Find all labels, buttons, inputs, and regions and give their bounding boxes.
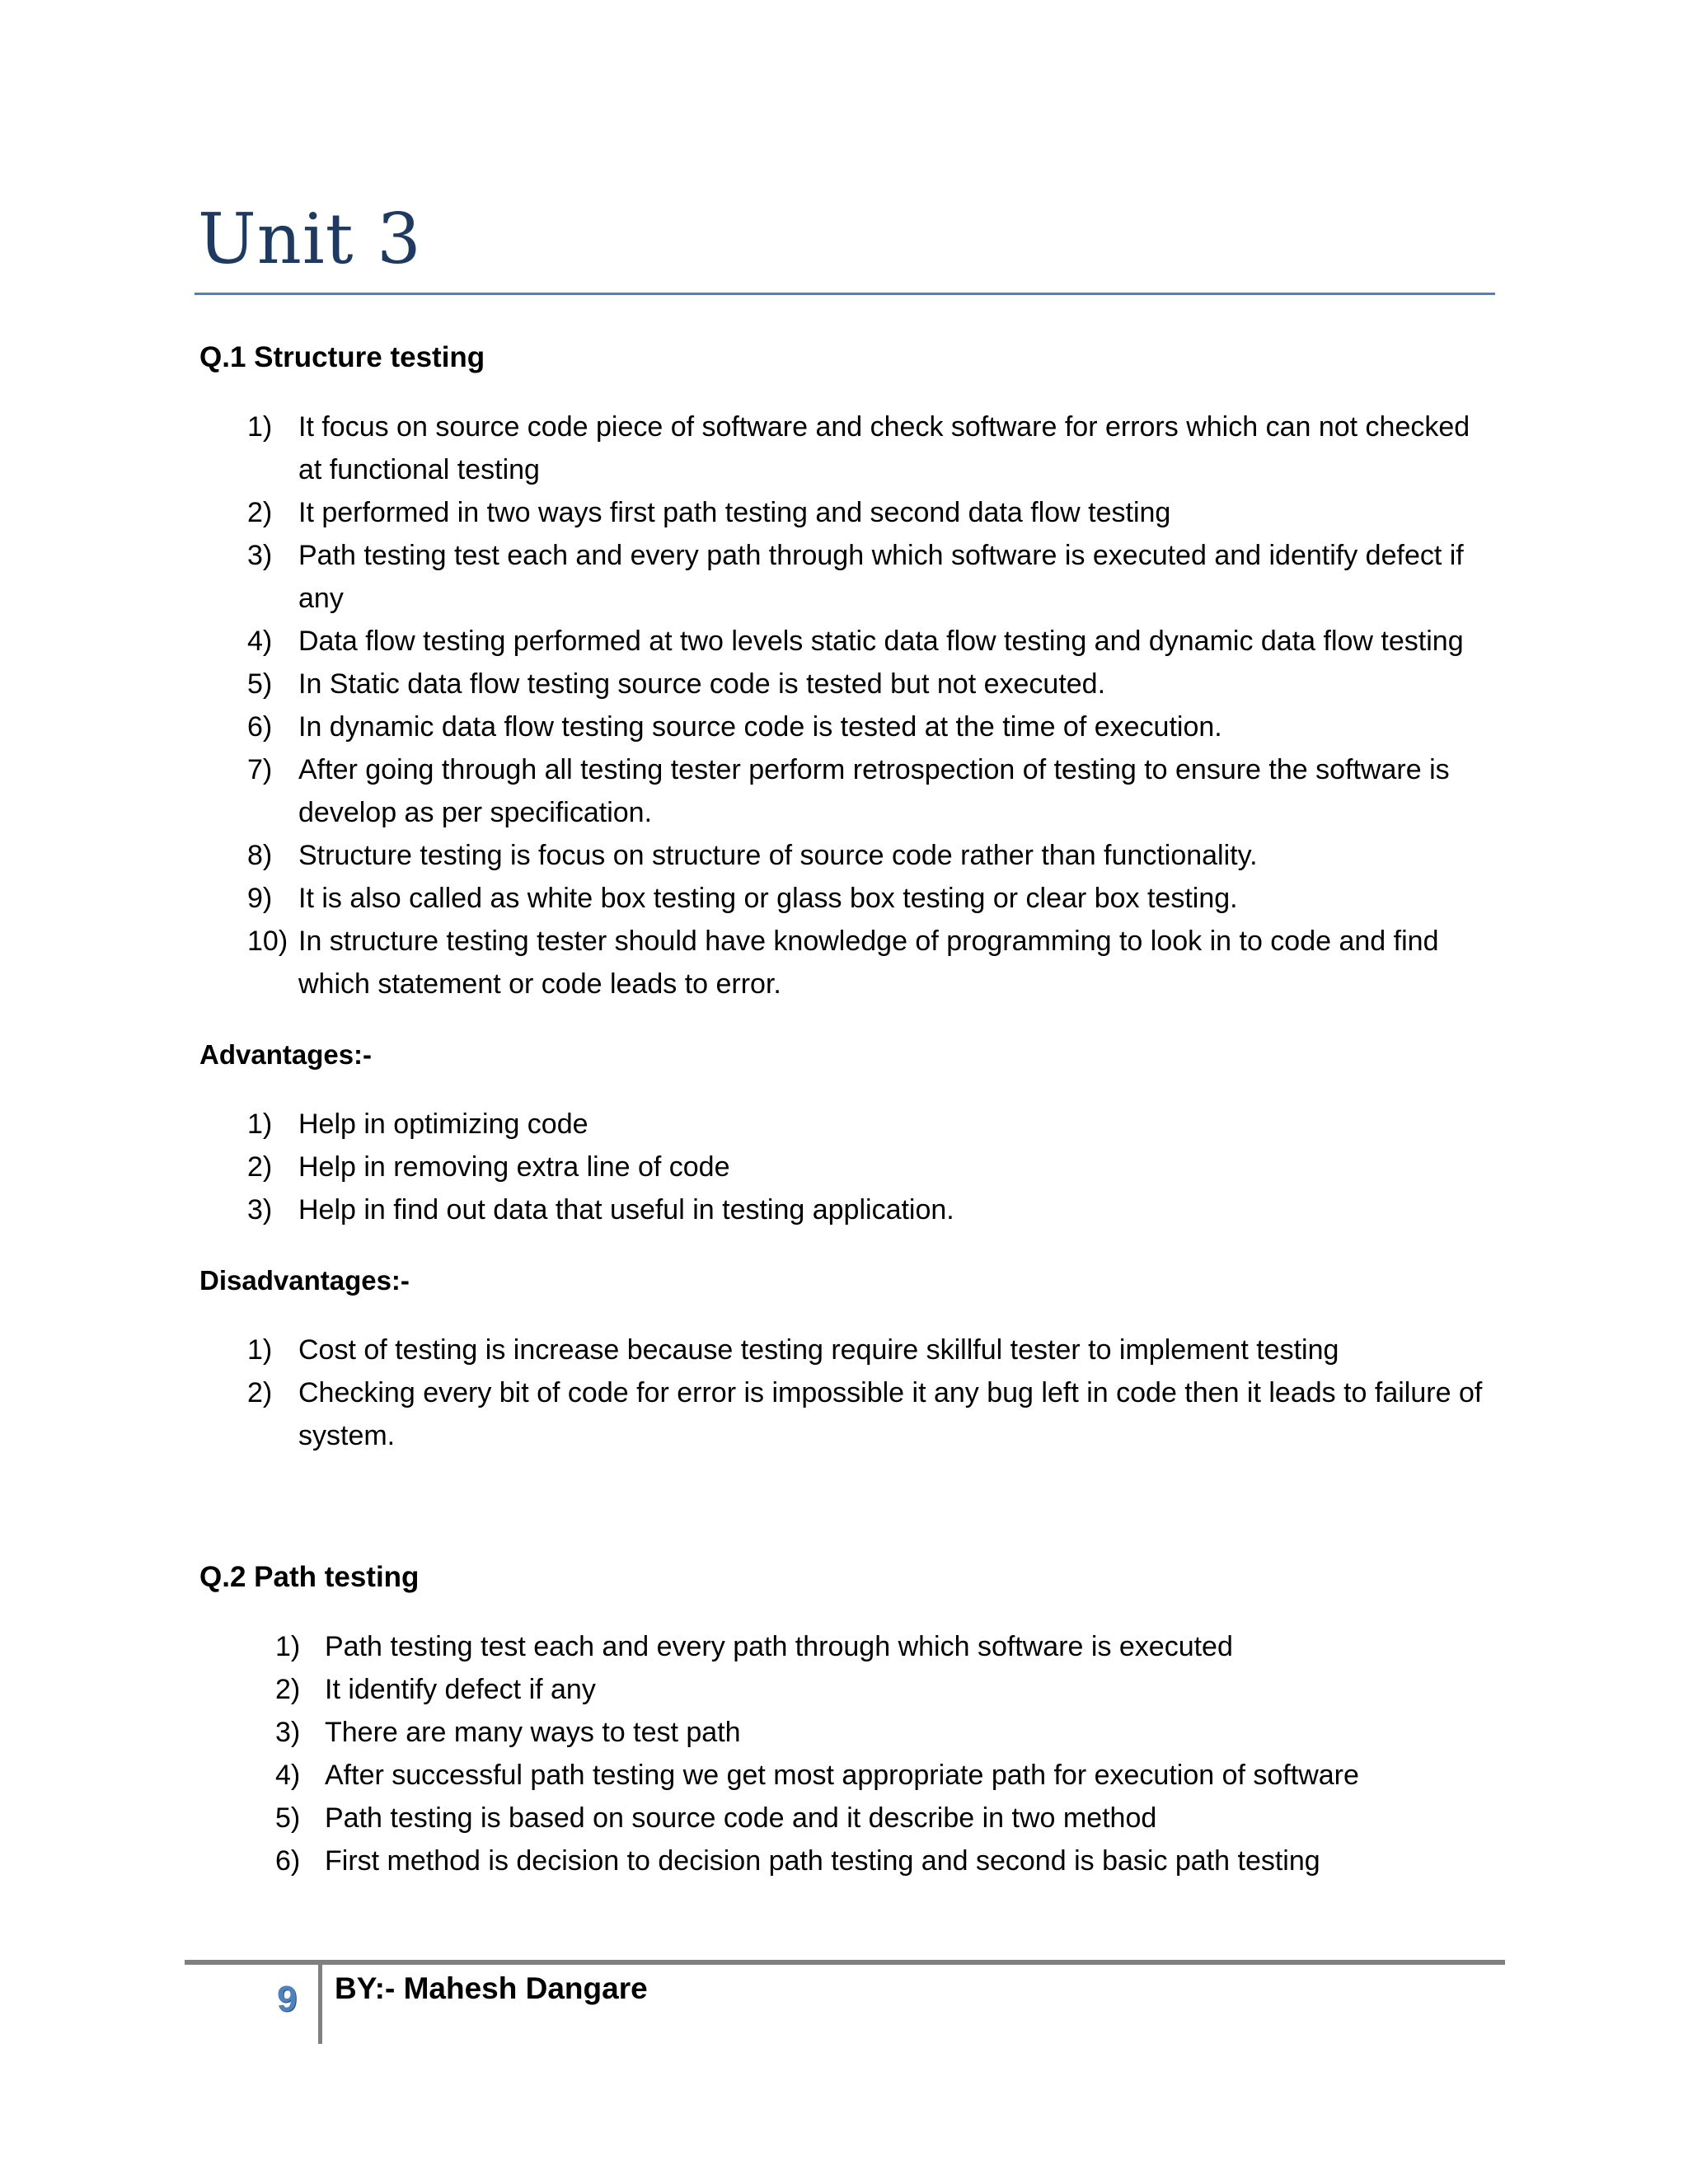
list-item <box>199 491 1502 534</box>
list-item <box>199 1103 1502 1146</box>
list-item-number: 5) <box>247 668 273 700</box>
list-item <box>199 1371 1502 1457</box>
list-item-number: 1) <box>247 1108 273 1140</box>
list-item-text-line: Path testing test each and every path through which software is executed and identify defect if <box>298 540 1464 571</box>
page-title: Unit 3 <box>198 199 422 279</box>
list-item-text-line: Structure testing is focus on structure of source code rather than functionality. <box>298 840 1258 871</box>
list-item-text-line: Data flow testing performed at two levels static data flow testing and dynamic data flow testing <box>298 626 1464 657</box>
list-item-text-line: It identify defect if any <box>325 1674 596 1705</box>
list-item-text-line: Help in find out data that useful in testing application. <box>298 1194 954 1226</box>
list-item <box>199 877 1502 920</box>
list-item-text-line: Help in optimizing code <box>298 1108 588 1140</box>
list-item-number: 5) <box>275 1802 301 1834</box>
section-disadvantages <box>199 1259 1502 1457</box>
list-item-number: 6) <box>247 711 273 743</box>
section-q1 <box>199 336 1502 1005</box>
footer-divider <box>185 1960 1505 1965</box>
list-item <box>199 1754 1502 1797</box>
list-item-text-line: Help in removing extra line of code <box>298 1151 730 1183</box>
list-item-number: 1) <box>247 1334 273 1366</box>
list-item <box>199 1146 1502 1188</box>
list-item-text-line: develop as per specification. <box>298 797 653 828</box>
section-advantages <box>199 1033 1502 1231</box>
list-item-text-line: It performed in two ways first path testing and second data flow testing <box>298 497 1171 528</box>
list-item-number: 8) <box>247 840 273 871</box>
list-item <box>199 620 1502 663</box>
list-item-text-line: which statement or code leads to error. <box>298 968 781 1000</box>
list-item <box>199 1329 1502 1371</box>
list-item-number: 4) <box>275 1760 301 1791</box>
list-item-number: 4) <box>247 626 273 657</box>
list-item <box>199 1797 1502 1840</box>
list-item <box>199 748 1502 834</box>
list-item-text-line: In Static data flow testing source code is tested but not executed. <box>298 668 1106 700</box>
list-item-number: 9) <box>247 883 273 914</box>
list-item-number: 10) <box>247 926 288 957</box>
footer-author: BY:- Mahesh Dangare <box>335 1971 648 2005</box>
section-heading-q1: Q.1 Structure testing <box>199 341 485 373</box>
list-item <box>199 534 1502 620</box>
list-item-text-line: any <box>298 583 344 614</box>
section-q2 <box>199 1556 1502 1882</box>
list-item-text-line: system. <box>298 1420 396 1451</box>
page-number: 9 <box>277 1979 298 2019</box>
list-advantages <box>199 1103 1502 1231</box>
list-item <box>199 834 1502 877</box>
list-item <box>199 1188 1502 1231</box>
list-item <box>199 1711 1502 1754</box>
section-heading-q2: Q.2 Path testing <box>199 1561 420 1593</box>
list-item <box>199 663 1502 705</box>
list-item-text-line: Path testing test each and every path through which software is executed <box>325 1631 1233 1662</box>
footer-vertical-divider <box>318 1965 322 2044</box>
list-item-number: 1) <box>275 1631 301 1662</box>
section-heading-advantages: Advantages:- <box>199 1039 373 1070</box>
list-item-number: 3) <box>275 1717 301 1748</box>
list-item-text-line: Cost of testing is increase because testing require skillful tester to implement testing <box>298 1334 1339 1366</box>
list-q2 <box>199 1625 1502 1882</box>
list-item-text-line: Path testing is based on source code and it describe in two method <box>325 1802 1157 1834</box>
list-item-text-line: In structure testing tester should have knowledge of programming to look in to code and find <box>298 926 1439 957</box>
title-divider <box>195 293 1495 295</box>
list-item-number: 3) <box>247 540 273 571</box>
list-item <box>199 920 1502 1005</box>
list-item-number: 2) <box>275 1674 301 1705</box>
list-item-text-line: It is also called as white box testing or glass box testing or clear box testing. <box>298 883 1238 914</box>
list-item-text-line: After successful path testing we get most appropriate path for execution of software <box>325 1760 1359 1791</box>
list-item-text-line: First method is decision to decision path testing and second is basic path testing <box>325 1845 1320 1877</box>
list-q1 <box>199 405 1502 1005</box>
list-item-number: 2) <box>247 1377 273 1408</box>
list-item-text-line: In dynamic data flow testing source code is tested at the time of execution. <box>298 711 1222 743</box>
list-item <box>199 1625 1502 1668</box>
list-item <box>199 1668 1502 1711</box>
list-item-number: 1) <box>247 411 273 443</box>
list-item-text-line: at functional testing <box>298 454 540 485</box>
list-disadvantages <box>199 1329 1502 1457</box>
list-item-number: 6) <box>275 1845 301 1877</box>
section-heading-disadvantages: Disadvantages:- <box>199 1265 410 1296</box>
list-item-text-line: There are many ways to test path <box>325 1717 741 1748</box>
list-item <box>199 705 1502 748</box>
list-item-number: 2) <box>247 1151 273 1183</box>
list-item-number: 7) <box>247 754 273 785</box>
list-item <box>199 405 1502 491</box>
list-item-number: 3) <box>247 1194 273 1226</box>
list-item-text-line: After going through all testing tester perform retrospection of testing to ensure the software is <box>298 754 1450 785</box>
list-item <box>199 1840 1502 1882</box>
list-item-text-line: It focus on source code piece of software and check software for errors which can not checked <box>298 411 1470 443</box>
list-item-number: 2) <box>247 497 273 528</box>
list-item-text-line: Checking every bit of code for error is impossible it any bug left in code then it leads to failure of <box>298 1377 1483 1408</box>
